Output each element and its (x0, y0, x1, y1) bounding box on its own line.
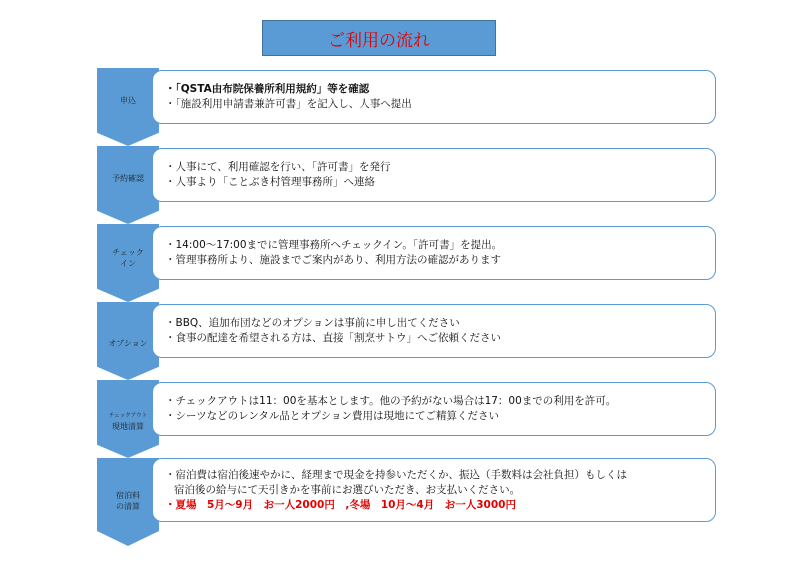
step-label: オプション (108, 338, 148, 348)
step-card (152, 148, 716, 202)
step-label-line: イン (120, 259, 136, 268)
step-label-line: チェックアウト (108, 413, 148, 419)
step-label: 申込 (120, 95, 136, 105)
step-label-line: 宿泊料 (116, 491, 140, 500)
step-line: ・BBQ、追加布団などのオプションは事前に申し出てください (165, 317, 460, 329)
step-line: 宿泊後の給与にて天引きかを事前にお選びいただき、お支払いください。 (174, 483, 521, 496)
step-label (97, 458, 159, 544)
step-card (152, 226, 716, 280)
page-title: ご利用の流れ (262, 20, 496, 56)
step-label (97, 224, 159, 292)
step-line: ・「QSTA由布院保養所利用規約」等を確認 (165, 83, 370, 95)
step-line: ・シーツなどのレンタル品とオプション費用は現地にてご精算ください (165, 410, 499, 422)
step-label-line: チェック (112, 248, 144, 257)
step-card (152, 458, 716, 522)
step-label-line: 現地清算 (112, 422, 144, 431)
step-line: ・食事の配達を希望される方は、直接「割烹サトウ」へご依頼ください (165, 332, 501, 344)
step-line: ・管理事務所より、施設までご案内があり、利用方法の確認があります (165, 254, 501, 266)
step-label (97, 380, 159, 464)
step-line: ・14:00～17:00までに管理事務所へチェックイン。「許可書」を提出。 (165, 239, 503, 251)
step-line: ・人事より「ことぶき村管理事務所」へ連絡 (165, 176, 375, 188)
step-card (152, 382, 716, 436)
step-card (152, 304, 716, 358)
step-line-price: ・夏場 5月～9月 お一人2000円 ,冬場 10月～4月 お一人3000円 (165, 498, 516, 511)
step-line: ・宿泊費は宿泊後速やかに、経理まで現金を持参いただくか、振込（手数料は会社負担）もしくは (165, 468, 627, 481)
step-line: ・人事にて、利用確認を行い、「許可書」を発行 (165, 161, 391, 173)
step-label-line: の清算 (116, 502, 140, 511)
step-card (152, 70, 716, 124)
step-label: 予約確認 (112, 173, 144, 183)
step-line: ・「施設利用申請書兼許可書」を記入し、人事へ提出 (165, 98, 412, 110)
step-line: ・チェックアウトは11：00を基本とします。他の予約がない場合は17：00までの利用を許可。 (165, 395, 617, 407)
